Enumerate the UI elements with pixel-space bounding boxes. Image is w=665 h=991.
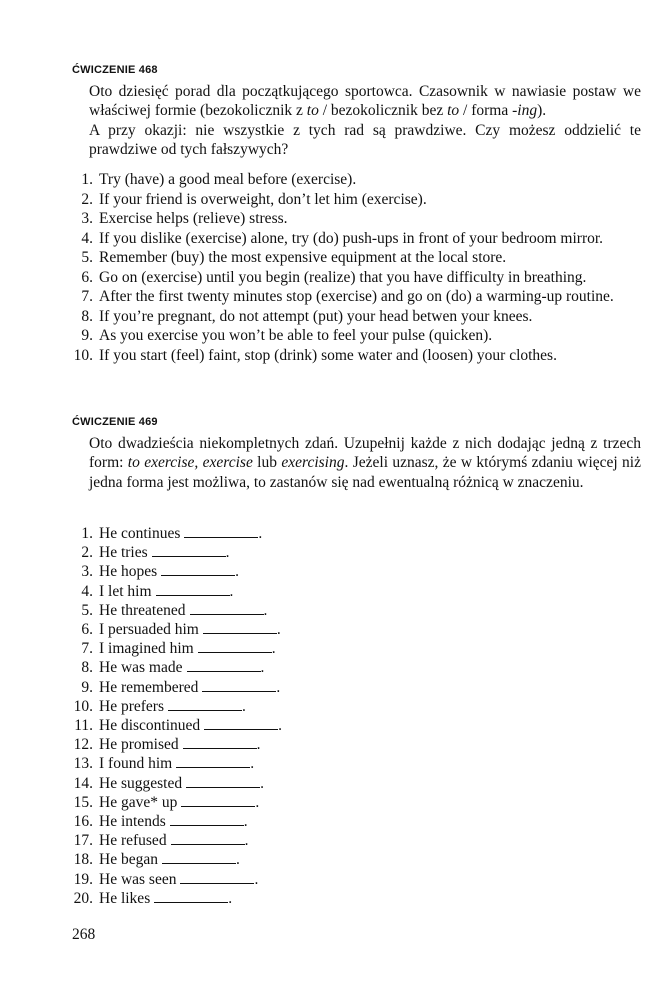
answer-blank[interactable] — [183, 736, 257, 749]
item-text: I imagined him — [99, 640, 194, 658]
item-number: 16. — [73, 813, 93, 831]
sentence-period: . — [241, 697, 246, 715]
item-text: He promised — [99, 736, 179, 754]
answer-blank[interactable] — [203, 621, 277, 634]
list-item — [70, 658, 645, 677]
item-number: 2. — [81, 190, 93, 208]
sentence-period: . — [250, 755, 255, 773]
instructions-paragraph-2: A przy okazji: nie wszystkie z tych rad są prawdziwe. Czy możesz oddzielić te prawdziwe od tych fałszywych? — [89, 121, 641, 158]
exercise-468-heading: ĆWICZENIE 468 — [72, 64, 158, 76]
instruction-text: lub — [252, 454, 282, 472]
sentence-period: . — [244, 832, 249, 850]
list-item — [70, 582, 645, 601]
answer-blank[interactable] — [161, 563, 235, 576]
sentence-period: . — [255, 793, 260, 811]
item-text: As you exercise you won’t be able to feel your pulse (quicken). — [99, 327, 493, 344]
sentence-period: . — [229, 582, 234, 600]
item-text: Remember (buy) the most expensive equipment at the local store. — [99, 249, 507, 266]
answer-blank[interactable] — [184, 525, 258, 538]
item-number: 7. — [81, 640, 93, 658]
item-number: 3. — [81, 210, 93, 227]
item-number: 6. — [81, 268, 93, 286]
list-item — [70, 326, 645, 346]
answer-blank[interactable] — [186, 775, 260, 788]
exercise-469-list — [70, 524, 645, 908]
list-item — [70, 716, 645, 735]
list-item — [70, 889, 645, 908]
item-number: 9. — [81, 327, 93, 344]
item-number: 8. — [81, 307, 93, 325]
answer-blank[interactable] — [171, 832, 245, 845]
list-item — [70, 697, 645, 716]
instruction-emphasis: to — [306, 102, 319, 120]
exercise-468-list — [70, 170, 645, 365]
item-number: 10. — [73, 346, 93, 364]
item-text: He began — [99, 851, 158, 869]
item-number: 2. — [81, 544, 93, 562]
item-text: Try (have) a good meal before (exercise). — [99, 171, 357, 188]
answer-blank[interactable] — [202, 679, 276, 692]
item-text: If your friend is overweight, don’t let him (exercise). — [99, 190, 427, 208]
instruction-emphasis: to exercise, exercise — [127, 454, 253, 472]
sentence-period: . — [225, 544, 230, 562]
item-text: I persuaded him — [99, 621, 199, 639]
item-text: If you dislike (exercise) alone, try (do) push-ups in front of your bedroom mirror. — [99, 229, 604, 247]
item-text: He gave* up — [99, 793, 178, 811]
sentence-period: . — [271, 640, 276, 658]
item-text: He discontinued — [99, 717, 201, 735]
sentence-period: . — [276, 678, 281, 696]
sentence-period: . — [263, 601, 268, 619]
list-item — [70, 229, 645, 249]
answer-blank[interactable] — [156, 583, 230, 596]
item-text: He suggested — [99, 774, 183, 792]
list-item — [70, 774, 645, 793]
answer-blank[interactable] — [154, 890, 228, 903]
item-text: Go on (exercise) until you begin (realize) that you have difficulty in breathing. — [99, 268, 587, 286]
list-item — [70, 601, 645, 620]
sentence-period: . — [278, 717, 283, 735]
sentence-period: . — [235, 851, 240, 869]
sentence-period: . — [258, 525, 263, 542]
item-text: He intends — [99, 813, 166, 831]
list-item — [70, 307, 645, 327]
list-item — [70, 639, 645, 658]
item-number: 1. — [81, 525, 93, 542]
sentence-period: . — [235, 563, 239, 581]
list-item — [70, 870, 645, 889]
list-item — [70, 562, 645, 581]
exercise-469-instructions — [89, 434, 641, 492]
list-item — [70, 812, 645, 831]
sentence-period: . — [243, 813, 248, 831]
item-text: He was seen — [99, 870, 177, 888]
item-text: He tries — [99, 544, 148, 562]
item-number: 4. — [81, 229, 93, 247]
list-item — [70, 543, 645, 562]
item-text: He continues — [99, 525, 181, 542]
list-item — [70, 735, 645, 754]
answer-blank[interactable] — [162, 851, 236, 864]
item-number: 8. — [81, 659, 93, 677]
item-text: Exercise helps (relieve) stress. — [99, 210, 288, 227]
list-item — [70, 620, 645, 639]
instruction-emphasis: to — [447, 102, 460, 120]
item-text: I let him — [99, 582, 152, 600]
instruction-text: / forma — [459, 102, 513, 120]
item-number: 20. — [73, 889, 93, 907]
answer-blank[interactable] — [176, 755, 250, 768]
item-number: 4. — [81, 582, 93, 600]
instruction-text: Oto dwadzieścia niekompletnych zdań. Uzupełnij każde z nich dodając jedną z trzech form: — [89, 435, 641, 472]
answer-blank[interactable] — [168, 698, 242, 711]
answer-blank[interactable] — [152, 544, 226, 557]
sentence-period: . — [228, 889, 233, 907]
list-item — [70, 268, 645, 288]
list-item — [70, 850, 645, 869]
item-number: 9. — [81, 678, 93, 696]
list-item — [70, 831, 645, 850]
answer-blank[interactable] — [190, 602, 264, 615]
item-number: 5. — [81, 601, 93, 619]
instruction-text: ). — [537, 102, 547, 120]
sentence-period: . — [276, 621, 281, 639]
item-text: If you’re pregnant, do not attempt (put) your head betwen your knees. — [99, 307, 533, 325]
item-number: 7. — [81, 288, 93, 305]
list-item — [70, 346, 645, 366]
answer-blank[interactable] — [180, 871, 254, 884]
item-text: He was made — [99, 659, 183, 677]
item-number: 19. — [73, 870, 93, 888]
item-text: He likes — [99, 889, 151, 907]
item-number: 14. — [73, 774, 93, 792]
answer-blank[interactable] — [170, 813, 244, 826]
exercise-469-heading: ĆWICZENIE 469 — [72, 416, 158, 428]
item-number: 11. — [74, 717, 93, 735]
page-number: 268 — [72, 926, 96, 943]
item-text: I found him — [99, 755, 173, 773]
list-item — [70, 287, 645, 307]
item-number: 18. — [73, 851, 93, 869]
sentence-period: . — [254, 870, 259, 888]
instruction-text: Oto dziesięć porad dla początkującego sportowca. Czasownik w nawiasie postaw we właściwej formie (bezokolicznik z — [89, 83, 641, 120]
instructions-paragraph — [89, 434, 641, 492]
sentence-period: . — [260, 659, 265, 677]
instruction-emphasis: -ing — [512, 102, 538, 120]
item-number: 15. — [73, 793, 93, 811]
instructions-paragraph-1 — [89, 82, 641, 121]
item-number: 6. — [81, 621, 93, 639]
item-number: 12. — [73, 736, 93, 754]
item-text: If you start (feel) faint, stop (drink) some water and (loosen) your clothes. — [99, 346, 557, 364]
item-text: He hopes — [99, 563, 158, 581]
answer-blank[interactable] — [198, 640, 272, 653]
item-number: 13. — [73, 755, 93, 773]
list-item — [70, 793, 645, 812]
sentence-period: . — [256, 736, 261, 754]
list-item — [70, 209, 645, 229]
item-number: 5. — [81, 249, 93, 266]
item-text: He refused — [99, 832, 167, 850]
instruction-text: . Jeżeli uznasz, że w którymś zdaniu więcej niż jedna forma jest możliwa, to zastanów się nad ewentualną różnicą w znaczeniu. — [89, 454, 641, 491]
item-number: 3. — [81, 563, 93, 581]
answer-blank[interactable] — [181, 794, 255, 807]
item-text: He remembered — [99, 678, 199, 696]
list-item — [70, 190, 645, 210]
list-item — [70, 524, 645, 543]
item-number: 1. — [81, 171, 93, 188]
item-text: He threatened — [99, 601, 186, 619]
instruction-text: / bezokolicznik bez — [318, 102, 448, 120]
list-item — [70, 170, 645, 190]
answer-blank[interactable] — [187, 659, 261, 672]
item-number: 17. — [73, 832, 93, 850]
sentence-period: . — [260, 774, 264, 792]
list-item — [70, 678, 645, 697]
exercise-468-instructions — [89, 82, 641, 159]
item-text: He prefers — [99, 697, 164, 715]
list-item — [70, 754, 645, 773]
item-text: After the first twenty minutes stop (exercise) and go on (do) a warming-up routine. — [99, 288, 614, 305]
instruction-emphasis: exercising — [281, 454, 345, 472]
answer-blank[interactable] — [204, 717, 278, 730]
item-number: 10. — [73, 697, 93, 715]
list-item — [70, 248, 645, 268]
